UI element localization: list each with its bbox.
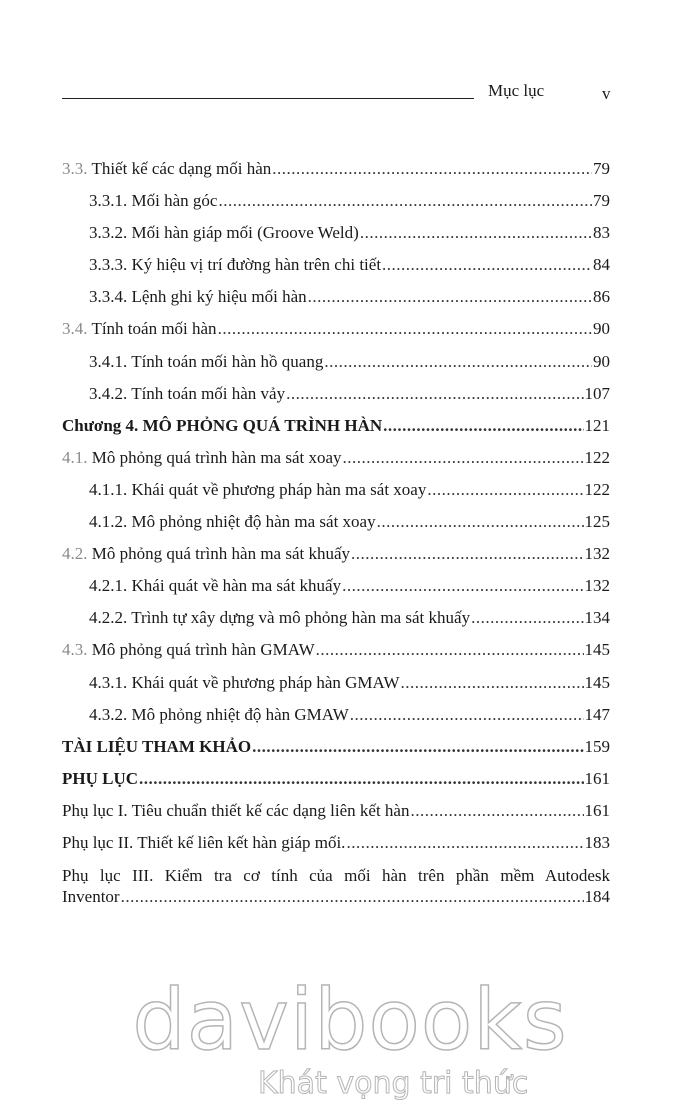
dot-leader xyxy=(324,346,592,378)
toc-entry-page: 86 xyxy=(593,287,610,307)
toc-entry-title: TÀI LIỆU THAM KHẢO xyxy=(62,736,252,756)
toc-entry[interactable] xyxy=(62,634,610,666)
toc-entry-number: 4.1.1. xyxy=(89,479,128,499)
toc-entry[interactable] xyxy=(62,313,610,345)
toc-entry-title: Mối hàn giáp mối (Groove Weld) xyxy=(127,223,359,243)
toc-entry-page: 122 xyxy=(584,479,610,499)
toc-entry-number: 4.2.1. xyxy=(89,576,128,596)
dot-leader xyxy=(346,827,583,859)
toc-entry-page: 79 xyxy=(593,159,610,178)
dot-leader xyxy=(401,667,584,699)
toc-entry-title: Mô phỏng quá trình hàn GMAW xyxy=(87,640,315,660)
toc-entry-number: 4.1. xyxy=(62,447,88,467)
toc-entry-page: 132 xyxy=(584,544,610,564)
toc-entry-number: 4.2. xyxy=(62,544,88,564)
dot-leader xyxy=(343,442,584,474)
dot-leader xyxy=(383,410,583,442)
toc-entry-title: Mô phỏng nhiệt độ hàn ma sát xoay xyxy=(127,512,376,532)
dot-leader xyxy=(286,378,583,410)
toc-entry[interactable] xyxy=(62,346,610,378)
toc-entry[interactable] xyxy=(62,827,610,859)
dot-leader xyxy=(218,313,592,345)
toc-entry-number: 3.3.4. xyxy=(89,287,128,307)
toc-entry-page: 184 xyxy=(584,887,610,907)
toc-entry[interactable] xyxy=(62,538,610,570)
toc-entry-title: Mô phỏng quá trình hàn ma sát khuấy xyxy=(87,544,351,564)
toc-entry[interactable] xyxy=(62,865,610,907)
toc-entry-number: 4.3.1. xyxy=(89,672,128,692)
toc-entry-number: 3.3.3. xyxy=(89,255,128,275)
toc-entry-page: 134 xyxy=(584,608,610,628)
toc-entry-number: 4.3.2. xyxy=(89,704,128,724)
toc-entry-title: Mối hàn góc xyxy=(127,191,218,211)
toc-entry-title: Lệnh ghi ký hiệu mối hàn xyxy=(127,287,307,307)
dot-leader xyxy=(218,185,592,217)
watermark-slogan: Khát vọng tri thức xyxy=(258,1066,529,1101)
toc-entry[interactable] xyxy=(62,570,610,602)
toc-entry-page: 161 xyxy=(584,800,610,820)
header-page-number: v xyxy=(602,84,611,103)
toc-chapter-entry[interactable] xyxy=(62,410,610,442)
dot-leader xyxy=(427,474,583,506)
toc-entry-page: 90 xyxy=(593,351,610,371)
toc-entry-number: 4.2.2. xyxy=(89,608,128,628)
toc-entry-page: 121 xyxy=(584,415,610,435)
dot-leader xyxy=(342,570,583,602)
dot-leader xyxy=(360,217,592,249)
toc-entry-title: MÔ PHỎNG QUÁ TRÌNH HÀN xyxy=(138,415,383,435)
toc-entry-number: 4.3. xyxy=(62,640,88,660)
toc-entry-number: 3.3. xyxy=(62,159,88,178)
toc-entry-title: PHỤ LỤC xyxy=(62,768,139,788)
toc-entry[interactable] xyxy=(62,217,610,249)
toc-entry-title: Mô phỏng quá trình hàn ma sát xoay xyxy=(87,447,342,467)
header-section-title: Mục lục xyxy=(488,81,545,100)
toc-entry[interactable] xyxy=(62,378,610,410)
table-of-contents xyxy=(62,153,610,907)
dot-leader xyxy=(350,699,584,731)
toc-entry[interactable] xyxy=(62,185,610,217)
toc-entry[interactable] xyxy=(62,602,610,634)
dot-leader xyxy=(272,153,592,185)
toc-entry-title-continued: Inventor xyxy=(62,887,120,907)
toc-chapter-entry[interactable] xyxy=(62,731,610,763)
toc-chapter-entry[interactable] xyxy=(62,763,610,795)
header-rule xyxy=(62,98,474,99)
toc-entry-page: 161 xyxy=(584,768,610,788)
toc-entry-title: Phụ lục II. Thiết kế liên kết hàn giáp mối. xyxy=(62,832,346,852)
toc-entry-page: 84 xyxy=(593,255,610,275)
toc-entry[interactable] xyxy=(62,474,610,506)
toc-entry[interactable] xyxy=(62,667,610,699)
toc-entry-title: Trình tự xây dựng và mô phỏng hàn ma sát khuấy xyxy=(127,608,471,628)
toc-entry-page: 145 xyxy=(584,640,610,660)
toc-entry-number: 3.3.2. xyxy=(89,223,128,243)
toc-entry[interactable] xyxy=(62,699,610,731)
toc-entry-page: 83 xyxy=(593,223,610,243)
dot-leader xyxy=(377,506,584,538)
toc-entry-page: 125 xyxy=(584,512,610,532)
dot-leader xyxy=(139,763,583,795)
toc-entry-number: 3.4. xyxy=(62,319,88,339)
toc-entry-page: 145 xyxy=(584,672,610,692)
toc-entry[interactable] xyxy=(62,249,610,281)
toc-entry-title: Khái quát về phương pháp hàn ma sát xoay xyxy=(127,479,427,499)
toc-entry-title: Phụ lục III. Kiểm tra cơ tính của mối hàn trên phần mềm Autodesk xyxy=(62,866,610,886)
toc-entry-title: Khái quát về phương pháp hàn GMAW xyxy=(127,672,400,692)
toc-entry-page: 122 xyxy=(584,447,610,467)
toc-entry[interactable] xyxy=(62,506,610,538)
toc-entry[interactable] xyxy=(62,795,610,827)
dot-leader xyxy=(121,886,584,907)
dot-leader xyxy=(382,249,592,281)
dot-leader xyxy=(252,731,583,763)
toc-entry-page: 107 xyxy=(584,383,610,403)
toc-entry[interactable] xyxy=(62,281,610,313)
toc-entry[interactable] xyxy=(62,153,610,185)
toc-entry-title: Tính toán mối hàn vảy xyxy=(127,383,286,403)
toc-entry[interactable] xyxy=(62,442,610,474)
toc-entry-page: 159 xyxy=(584,736,610,756)
toc-entry-page: 147 xyxy=(584,704,610,724)
toc-entry-title: Mô phỏng nhiệt độ hàn GMAW xyxy=(127,704,349,724)
dot-leader xyxy=(351,538,583,570)
dot-leader xyxy=(308,281,592,313)
toc-entry-title: Ký hiệu vị trí đường hàn trên chi tiết xyxy=(127,255,382,275)
toc-entry-number: 4.1.2. xyxy=(89,512,128,532)
toc-entry-page: 132 xyxy=(584,576,610,596)
toc-entry-number: 3.4.1. xyxy=(89,351,128,371)
toc-entry-number: 3.3.1. xyxy=(89,191,128,211)
dot-leader xyxy=(410,795,583,827)
toc-entry-title: Thiết kế các dạng mối hàn xyxy=(87,159,272,178)
toc-entry-number: 3.4.2. xyxy=(89,383,128,403)
toc-entry-page: 90 xyxy=(593,319,610,339)
dot-leader xyxy=(316,634,584,666)
toc-entry-number: Chương 4. xyxy=(62,415,139,435)
toc-entry-page: 79 xyxy=(593,191,610,211)
toc-entry-page: 183 xyxy=(584,832,610,852)
toc-entry-title: Phụ lục I. Tiêu chuẩn thiết kế các dạng liên kết hàn xyxy=(62,800,410,820)
watermark-brand: davibooks xyxy=(132,971,568,1069)
toc-entry-title: Tính toán mối hàn hồ quang xyxy=(127,351,324,371)
toc-entry-title: Tính toán mối hàn xyxy=(87,319,217,339)
dot-leader xyxy=(471,602,583,634)
toc-entry-title: Khái quát về hàn ma sát khuấy xyxy=(127,576,342,596)
